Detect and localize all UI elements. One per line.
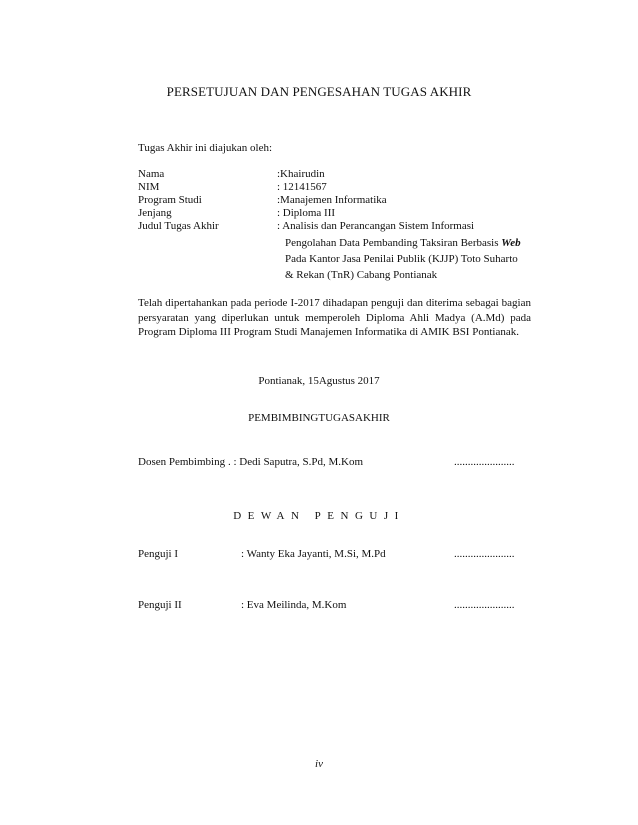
dewan-penguji-heading: DEWAN PENGUJI: [233, 510, 405, 522]
judul-line-1-text: Pengolahan Data Pembanding Taksiran Berbasis: [285, 237, 502, 249]
penguji-2-signature-line: ......................: [454, 599, 515, 611]
pembimbing-label: Dosen Pembimbing: [138, 456, 226, 468]
field-value-jenjang: : Diploma III: [277, 207, 336, 219]
penguji-2-value: : Eva Meilinda, M.Kom: [241, 599, 347, 611]
pembimbing-heading: PEMBIMBINGTUGASAKHIR: [248, 412, 390, 424]
penguji-2-label: Penguji II: [138, 599, 182, 611]
penguji-1-value: : Wanty Eka Jayanti, M.Si, M.Pd: [241, 548, 386, 560]
field-label-nim: NIM: [138, 181, 160, 193]
field-label-nama: Nama: [138, 168, 165, 180]
intro-text: Tugas Akhir ini diajukan oleh:: [138, 142, 273, 154]
field-value-nim: : 12141567: [277, 181, 327, 193]
pembimbing-value: . : Dedi Saputra, S.Pd, M.Kom: [228, 456, 364, 468]
page-title: PERSETUJUAN DAN PENGESAHAN TUGAS AKHIR: [166, 84, 472, 99]
penguji-1-signature-line: ......................: [454, 548, 515, 560]
penguji-1-label: Penguji I: [138, 548, 179, 560]
judul-line-1: [285, 236, 521, 250]
field-value-nama: :Khairudin: [277, 168, 325, 180]
field-value-program-studi: :Manajemen Informatika: [277, 194, 387, 206]
field-label-judul: Judul Tugas Akhir: [138, 220, 219, 232]
judul-line-1-italic: Web: [501, 237, 521, 249]
judul-line-2: Pada Kantor Jasa Penilai Publik (KJJP) Toto Suharto: [285, 253, 518, 265]
field-label-jenjang: Jenjang: [138, 207, 172, 219]
judul-line-3: & Rekan (TnR) Cabang Pontianak: [285, 269, 438, 281]
page-number: iv: [315, 758, 323, 770]
pembimbing-signature-line: ......................: [454, 456, 515, 468]
field-value-judul: : Analisis dan Perancangan Sistem Informasi: [277, 220, 475, 232]
place-date: Pontianak, 15Agustus 2017: [258, 375, 380, 387]
approval-paragraph: Telah dipertahankan pada periode I-2017 dihadapan penguji dan diterima sebagai bagian persyaratan yang diperlukan untuk memperoleh Diploma Ahli Madya (A.Md) pada Program Diploma III Program Studi Manajemen Informatika di AMIK BSI Pontianak.: [138, 297, 531, 338]
field-label-program-studi: Program Studi: [138, 194, 202, 206]
